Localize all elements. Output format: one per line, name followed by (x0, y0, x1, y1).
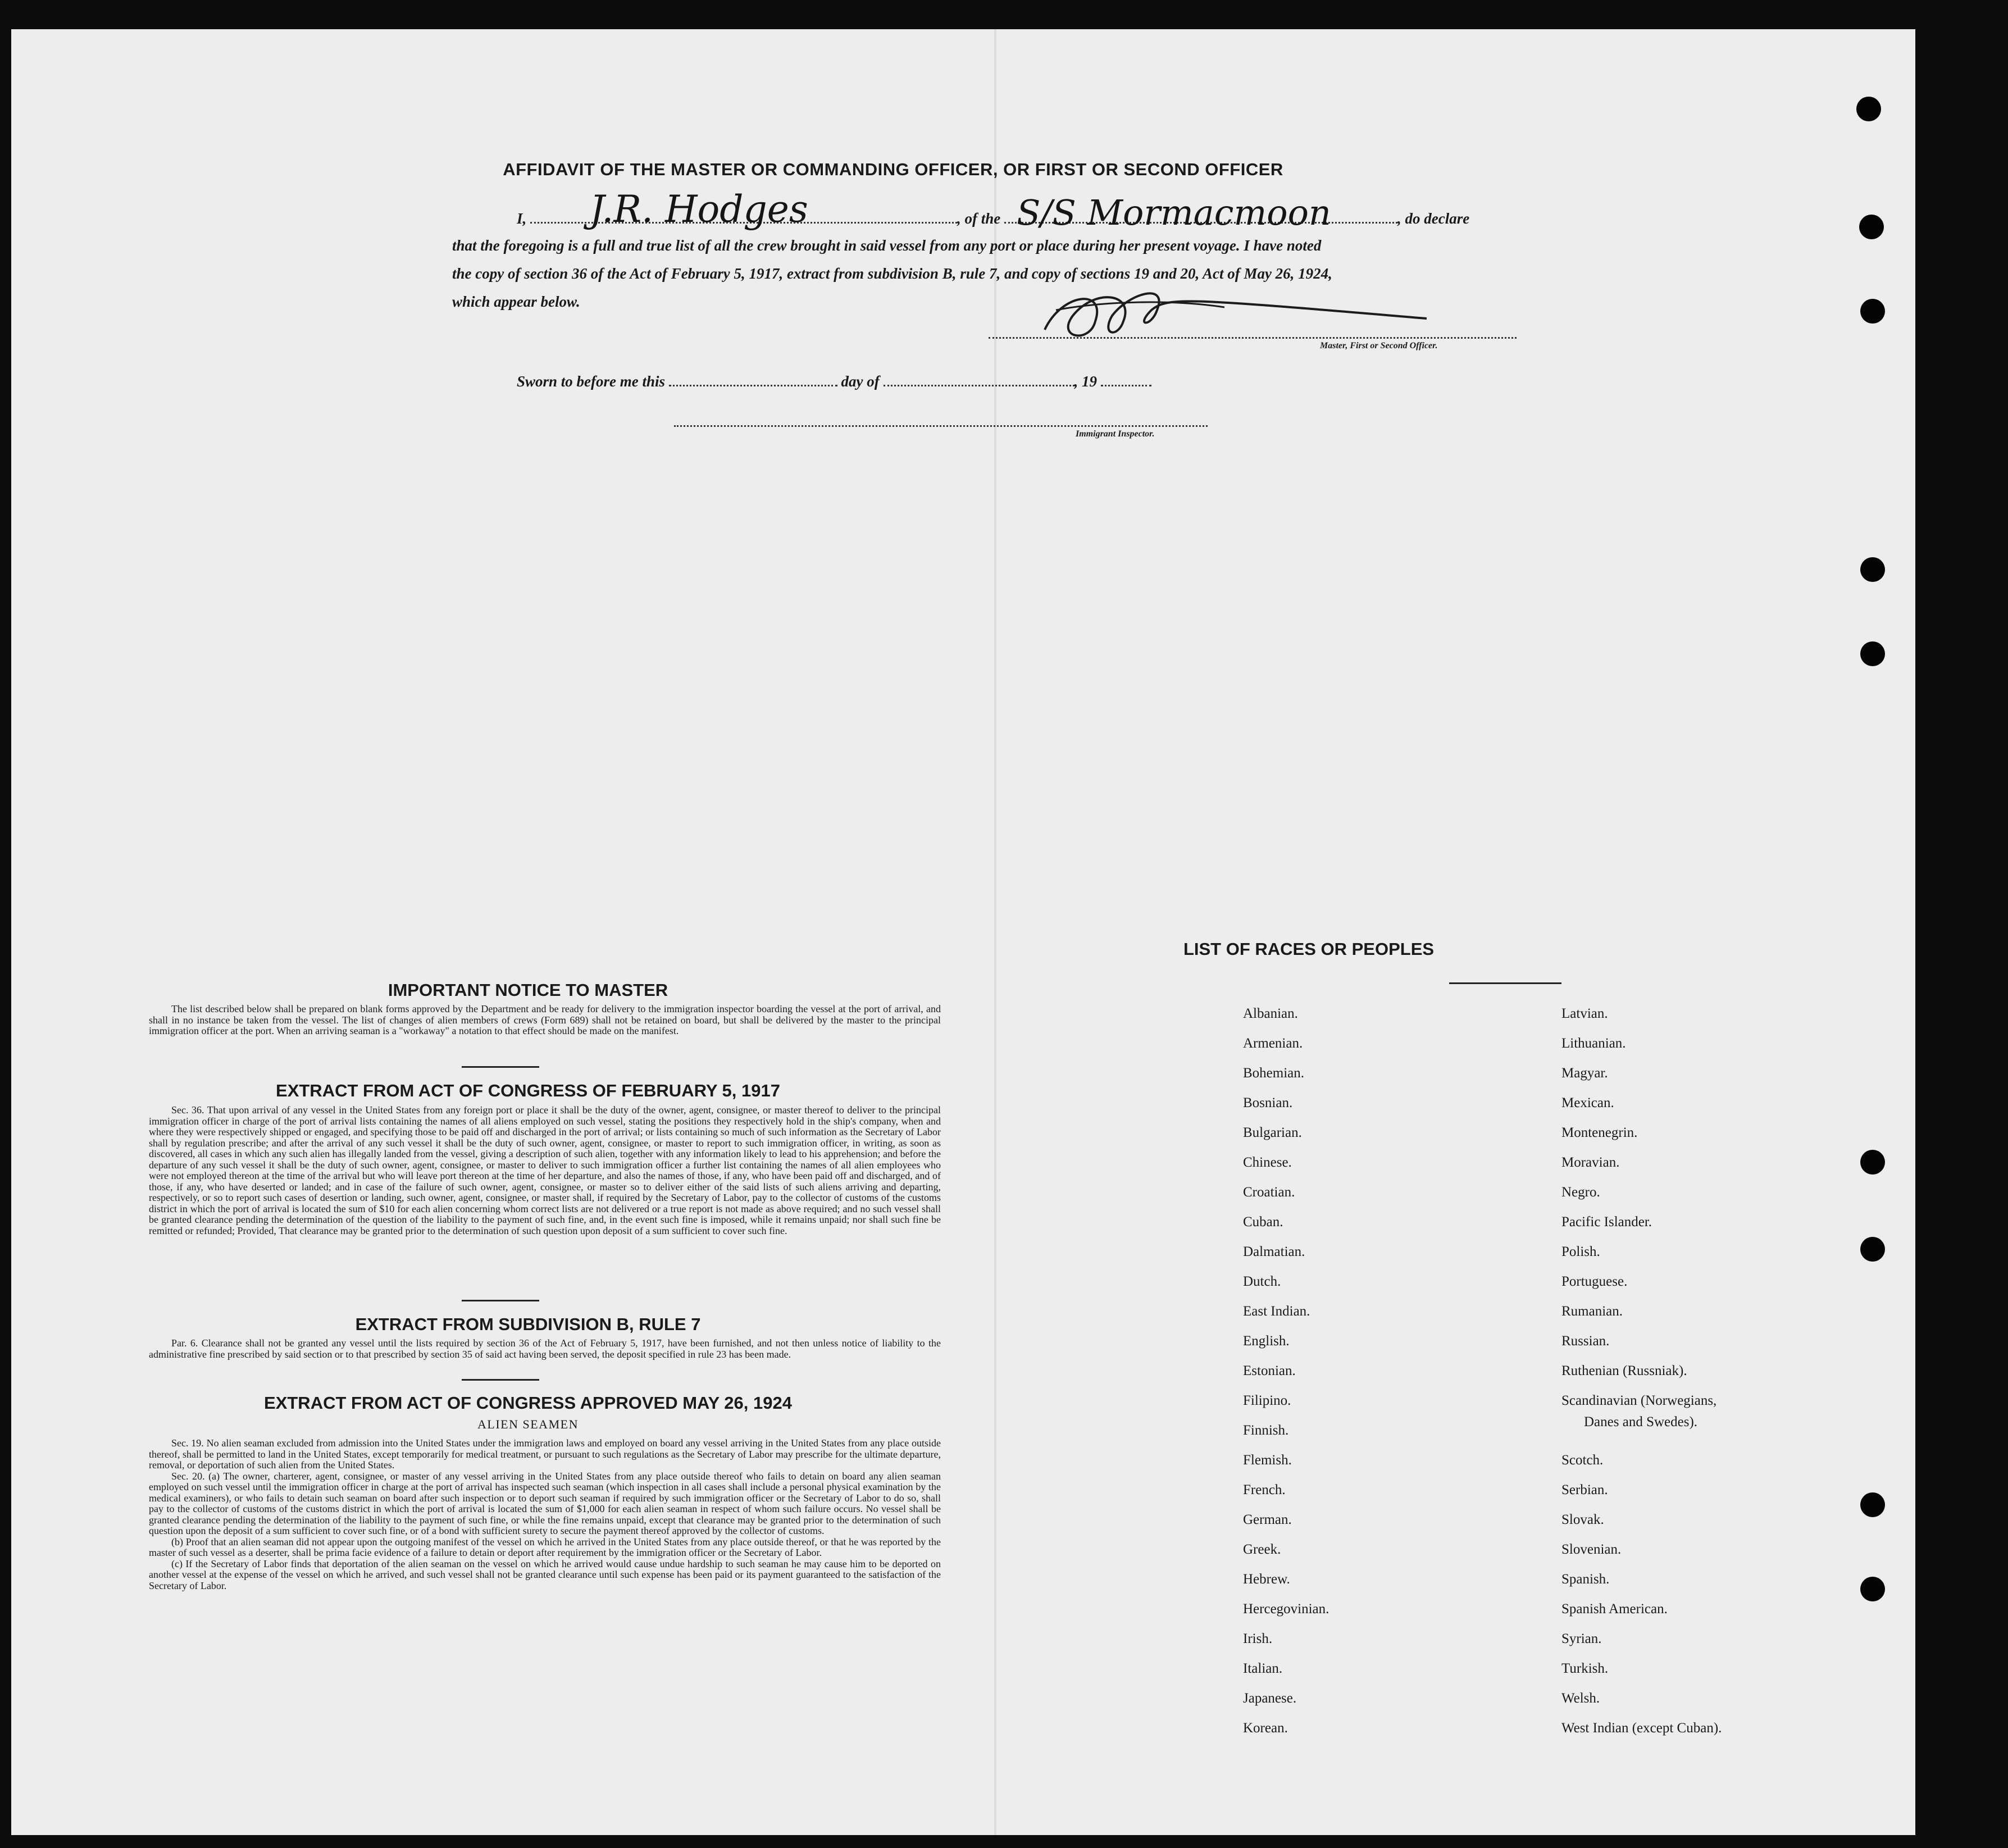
form-sheet (11, 29, 1915, 1835)
race-right-item: Danes and Swedes). (1584, 1414, 1698, 1430)
affidavit-i-label: I, (517, 210, 527, 227)
handwritten-master-name: J.R. Hodges (590, 188, 808, 231)
race-left-item: Filipino. (1243, 1393, 1291, 1408)
punch-hole (1860, 1492, 1885, 1517)
affidavit-line-2: that the foregoing is a full and true list of all the crew brought in said vessel from any port or place during her present voyage. I have noted (452, 237, 1322, 254)
race-left-item: Estonian. (1243, 1363, 1296, 1378)
race-right-item: Rumanian. (1561, 1304, 1623, 1319)
inspector-signature-line (674, 425, 1208, 427)
sworn-year-field (1101, 385, 1151, 386)
punch-hole (1860, 299, 1885, 324)
race-left-item: Finnish. (1243, 1423, 1289, 1438)
sworn-month-field (884, 385, 1074, 386)
race-left-item: Italian. (1243, 1661, 1283, 1676)
race-right-item: Scandinavian (Norwegians, (1561, 1393, 1717, 1408)
race-right-item: Magyar. (1561, 1066, 1608, 1081)
divider (462, 1066, 539, 1068)
race-right-item: Syrian. (1561, 1631, 1602, 1646)
sec-19-text: Sec. 19. No alien seaman excluded from admission into the United States under the immigration laws and employed on board any vessel arriving in the United States from any place outside thereof, shall be permitted to land in the United States, except temporarily for medical treatment, or pursuant to such regulations as the Secretary of Labor may prescribe for the ultimate departure, removal, or deportation of such alien from the United States. (149, 1437, 941, 1471)
race-left-item: Cuban. (1243, 1214, 1283, 1230)
race-right-item: Russian. (1561, 1333, 1610, 1349)
race-left-item: Hebrew. (1243, 1572, 1290, 1587)
handwritten-vessel-name: S/S Mormacmoon (1017, 192, 1331, 233)
race-left-item: Greek. (1243, 1542, 1281, 1557)
affidavit-title: AFFIDAVIT OF THE MASTER OR COMMANDING OFFICER, OR FIRST OR SECOND OFFICER (503, 160, 1283, 179)
race-right-item: Slovak. (1561, 1512, 1604, 1527)
race-left-item: Hercegovinian. (1243, 1601, 1329, 1617)
extract-rule7-heading: EXTRACT FROM SUBDIVISION B, RULE 7 (355, 1314, 701, 1334)
race-right-item: Mexican. (1561, 1095, 1614, 1110)
race-right-item: Latvian. (1561, 1006, 1608, 1021)
punch-hole (1860, 641, 1885, 666)
sec-20a-text: Sec. 20. (a) The owner, charterer, agent, consignee, or master of any vessel arriving in the United States from any place outside thereof who fails to detain on board any alien seaman employed on such vessel until the immigration officer in charge at the port of arrival has inspected such seaman (which inspection in all cases shall include a personal physical examination by the medical examiners), or who fails to detain such seaman on board after such inspection or to deport such seaman if required by such immigration officer or the Secretary of Labor to do so, shall pay to the collector of customs of the customs district in which the port of arrival is located the sum of $1,000 for each alien seaman in respect of whom such failure occurs. No vessel shall be granted clearance pending the determination of the liability to the payment of such fine, or while the fine remains unpaid, except that clearance may be granted prior to the determination of such question upon the deposit of a sum sufficient to cover such fine, or of a bond with sufficient surety to secure the payment thereof approved by the collector of customs. (149, 1470, 941, 1536)
extract-1917-body: Sec. 36. That upon arrival of any vessel in the United States from any foreign port or place it shall be the duty of the owner, agent, consignee, or master thereof to deliver to the principal immigration officer in charge of the port of arrival lists containing the names of all aliens employed on such vessel, stating the positions they respectively hold in the ship's company, when and where they were respectively shipped or engaged, and specifying those to be paid off and discharged in the port of arrival; or lists containing so much of such information as the Secretary of Labor shall by regulation prescribe; and after the arrival of any such vessel it shall be the duty of such owner, agent, consignee, or master to report to such immigration officer, in writing, as soon as discovered, all cases in which any such alien has illegally landed from the vessel, giving a description of such alien, together with any information likely to lead to his apprehension; and before the departure of any such vessel it shall be the duty of such owner, agent, consignee, or master to deliver to such immigration officer a further list containing the names of all alien employees who were not employed thereon at the time of the arrival but who will leave port thereon at the time of her departure, and also the names of those, if any, who have been paid off and discharged, and of those, if any, who have deserted or landed; and in case of the failure of such owner, agent, consignee, or master so to deliver either of the said lists of such aliens arriving and departing, respectively, or so to report such cases of desertion or landing, such owner, agent, consignee, or master shall, if required by the Secretary of Labor, pay to the collector of customs of the customs district in which the port of arrival is located the sum of $10 for each alien concerning whom correct lists are not delivered or a true report is not made as above required; and no such vessel shall be granted clearance pending the determination of the question of the liability to the payment of such fine, and, in the event such fine is imposed, while it remains unpaid; nor shall such fine be remitted or refunded; Provided, That clearance may be granted prior to the determination of such question upon deposit of a sum sufficient to cover such fine. (149, 1104, 941, 1236)
punch-hole (1860, 1577, 1885, 1601)
race-right-item: Ruthenian (Russniak). (1561, 1363, 1687, 1378)
race-right-item: Negro. (1561, 1185, 1600, 1200)
master-caption: Master, First or Second Officer. (1320, 341, 1438, 351)
races-title: LIST OF RACES OR PEOPLES (1183, 939, 1435, 959)
page-fold (994, 29, 996, 1835)
of-the-label: , of the (957, 210, 1001, 227)
sworn-day-field (669, 385, 837, 386)
notice-body: The list described below shall be prepared on blank forms approved by the Department and be ready for delivery to the immigration inspector boarding the vessel at the port of arrival, and shall in no instance be taken from the vessel. The list of changes of alien members of crews (Form 689) shall not be retained on board, but shall be delivered by the master to the principal immigration officer at the port. When an arriving seaman is a "workaway" a notation to that effect should be made on the manifest. (149, 1003, 941, 1036)
race-right-item: Pacific Islander. (1561, 1214, 1652, 1230)
race-right-item: Moravian. (1561, 1155, 1620, 1170)
inspector-caption: Immigrant Inspector. (1076, 429, 1155, 439)
divider (462, 1379, 539, 1381)
race-right-item: Serbian. (1561, 1482, 1608, 1497)
extract-1917-heading: EXTRACT FROM ACT OF CONGRESS OF FEBRUARY 5, 1917 (276, 1081, 780, 1100)
declare-label: , do declare (1397, 210, 1470, 227)
race-left-item: English. (1243, 1333, 1290, 1349)
race-left-item: Bohemian. (1243, 1066, 1305, 1081)
race-right-item: Lithuanian. (1561, 1036, 1626, 1051)
sec-20b-text: (b) Proof that an alien seaman did not appear upon the outgoing manifest of the vessel on which he arrived in the United States from any place outside thereof, or that he was reported by the master of such vessel as a deserter, shall be prima facie evidence of a failure to detain or deport after requirement by the immigration officer or the Secretary of Labor. (149, 1536, 941, 1558)
extract-1924-heading: EXTRACT FROM ACT OF CONGRESS APPROVED MAY 26, 1924 (264, 1393, 792, 1413)
race-right-item: Scotch. (1561, 1453, 1604, 1468)
punch-hole (1859, 215, 1884, 239)
punch-hole (1860, 557, 1885, 582)
race-left-item: Japanese. (1243, 1691, 1297, 1706)
race-left-item: Dutch. (1243, 1274, 1281, 1289)
day-of-label: day of (841, 373, 880, 390)
race-left-item: Irish. (1243, 1631, 1273, 1646)
race-right-item: Portuguese. (1561, 1274, 1628, 1289)
race-right-item: Spanish. (1561, 1572, 1610, 1587)
affidavit-line-3: the copy of section 36 of the Act of February 5, 1917, extract from subdivision B, rule 7, and copy of sections 19 and 20, Act of May 26, 1924, (452, 265, 1332, 282)
race-right-item: Polish. (1561, 1244, 1600, 1259)
race-left-item: French. (1243, 1482, 1286, 1497)
race-left-item: Flemish. (1243, 1453, 1292, 1468)
extract-1924-body (149, 1438, 941, 1591)
divider (1449, 982, 1561, 984)
notice-heading: IMPORTANT NOTICE TO MASTER (388, 980, 668, 1000)
race-left-item: Chinese. (1243, 1155, 1292, 1170)
race-right-item: Turkish. (1561, 1661, 1609, 1676)
master-signature-line (989, 337, 1517, 339)
race-left-item: Albanian. (1243, 1006, 1298, 1021)
race-left-item: Croatian. (1243, 1185, 1295, 1200)
divider (462, 1300, 539, 1301)
punch-hole (1856, 97, 1881, 121)
race-left-item: Korean. (1243, 1720, 1288, 1736)
race-right-item: Slovenian. (1561, 1542, 1622, 1557)
race-left-item: Bosnian. (1243, 1095, 1293, 1110)
sworn-line (517, 373, 1151, 390)
race-left-item: Dalmatian. (1243, 1244, 1305, 1259)
race-left-item: German. (1243, 1512, 1292, 1527)
punch-hole (1860, 1150, 1885, 1175)
affidavit-line-4: which appear below. (452, 293, 580, 310)
race-right-item: Spanish American. (1561, 1601, 1668, 1617)
race-left-item: East Indian. (1243, 1304, 1310, 1319)
race-right-item: Welsh. (1561, 1691, 1600, 1706)
race-right-item: West Indian (except Cuban). (1561, 1720, 1722, 1736)
sworn-label: Sworn to before me this (517, 373, 666, 390)
sec-20c-text: (c) If the Secretary of Labor finds that deportation of the alien seaman on the vessel on which he arrived would cause undue hardship to such seaman he may cause him to be deported on another vessel at the expense of the vessel on which he arrived, and such vessel shall not be granted clearance until such expense has been paid or its payment guaranteed to the satisfaction of the Secretary of Labor. (149, 1558, 941, 1591)
race-left-item: Armenian. (1243, 1036, 1303, 1051)
extract-rule7-body: Par. 6. Clearance shall not be granted any vessel until the lists required by section 36 of the Act of February 5, 1917, have been furnished, and not then unless notice of liability to the administrative fine prescribed by said section or to that prescribed by section 35 of said act having been served, the deposit specified in rule 23 has been made. (149, 1337, 941, 1360)
alien-seamen-subheading: ALIEN SEAMEN (477, 1417, 579, 1431)
race-right-item: Montenegrin. (1561, 1125, 1638, 1140)
year-label: , 19 (1074, 373, 1098, 390)
punch-hole (1860, 1237, 1885, 1262)
race-left-item: Bulgarian. (1243, 1125, 1302, 1140)
